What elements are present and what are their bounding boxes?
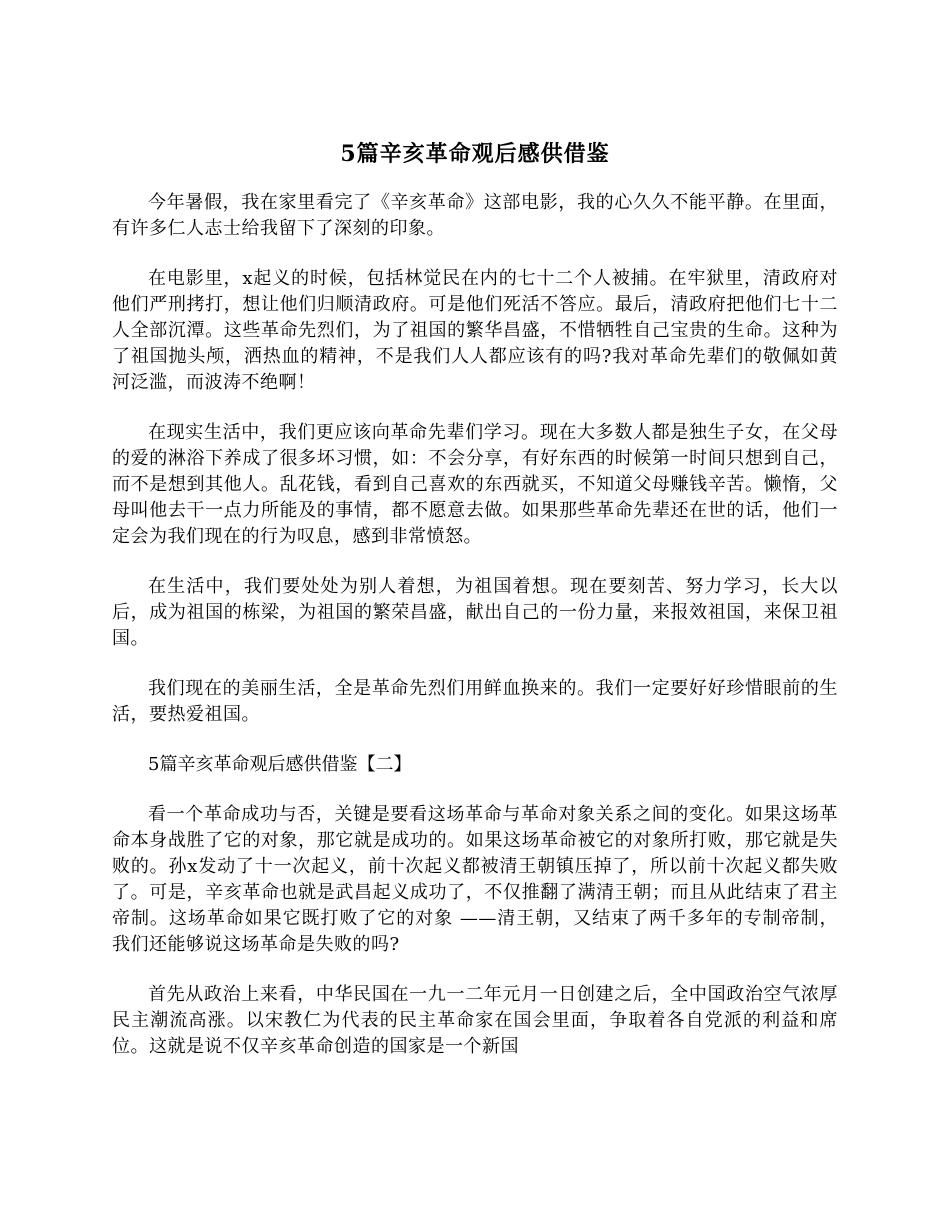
- paragraph: 今年暑假，我在家里看完了《辛亥革命》这部电影，我的心久久不能平静。在里面，有许多仁人志士给我留下了深刻的印象。: [112, 192, 838, 239]
- paragraph: 在现实生活中，我们更应该向革命先辈们学习。现在大多数人都是独生子女，在父母的爱的淋浴下养成了很多坏习惯，如：不会分享，有好东西的时候第一时间只想到自己，而不是想到其他人。乱花钱，看到自己喜欢的东西就买，不知道父母赚钱辛苦。懒惰，父母叫他去干一点力所能及的事情，都不愿意去做。如果那些革命先辈还在世的话，他们一定会为我们现在的行为叹息，感到非常愤怒。: [112, 422, 838, 547]
- paragraph: 首先从政治上来看，中华民国在一九一二年元月一日创建之后，全中国政治空气浓厚民主潮流高涨。以宋教仁为代表的民主革命家在国会里面，争取着各自党派的利益和席位。这就是说不仅辛亥革命创造的国家是一个新国: [112, 984, 838, 1057]
- paragraph: 我们现在的美丽生活，全是革命先烈们用鲜血换来的。我们一定要好好珍惜眼前的生活，要热爱祖国。: [112, 678, 838, 725]
- paragraph: 在生活中，我们要处处为别人着想，为祖国着想。现在要刻苦、努力学习，长大以后，成为祖国的栋梁，为祖国的繁荣昌盛，献出自己的一份力量，来报效祖国，来保卫祖国。: [112, 576, 838, 649]
- paragraph: 在电影里，x起义的时候，包括林觉民在内的七十二个人被捕。在牢狱里，清政府对他们严刑拷打，想让他们归顺清政府。可是他们死活不答应。最后，清政府把他们七十二人全部沉潭。这些革命先烈们，为了祖国的繁华昌盛，不惜牺牲自己宝贵的生命。这种为了祖国抛头颅，洒热血的精神，不是我们人人都应该有的吗?我对革命先辈们的敬佩如黄河泛滥，而波涛不绝啊！: [112, 268, 838, 393]
- section-heading: 5篇辛亥革命观后感供借鉴【二】: [148, 754, 412, 775]
- document-title: 5篇辛亥革命观后感供借鉴: [340, 141, 610, 167]
- paragraph: 看一个革命成功与否，关键是要看这场革命与革命对象关系之间的变化。如果这场革命本身战胜了它的对象，那它就是成功的。如果这场革命被它的对象所打败，那它就是失败的。孙x发动了十一次起义，前十次起义都被清王朝镇压掉了，所以前十次起义都失败了。可是，辛亥革命也就是武昌起义成功了，不仅推翻了满清王朝；而且从此结束了君主帝制。这场革命如果它既打败了它的对象 ——清王朝，又结束了两千多年的专制帝制，我们还能够说这场革命是失败的吗?: [112, 804, 838, 955]
- document-body: [112, 190, 838, 1084]
